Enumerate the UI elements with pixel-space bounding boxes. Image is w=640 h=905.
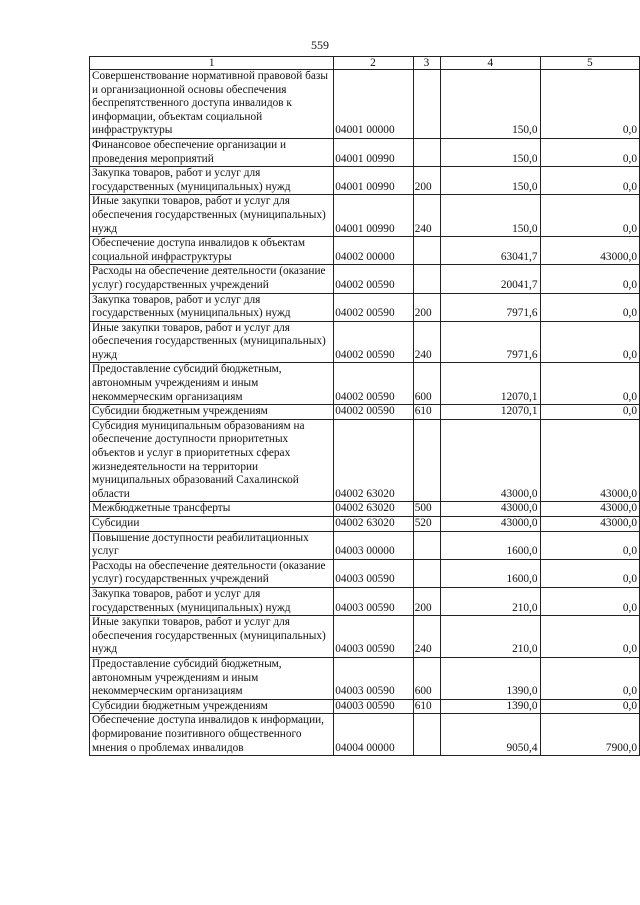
row-type: 200 <box>413 167 440 195</box>
table-row <box>90 419 640 502</box>
row-name: Субсидии бюджетным учреждениям <box>90 699 334 714</box>
row-code: 04002 63020 <box>334 502 413 517</box>
table-body <box>90 70 640 756</box>
row-name: Межбюджетные трансферты <box>90 502 334 517</box>
table-row <box>90 531 640 559</box>
row-type: 600 <box>413 363 440 405</box>
row-type <box>413 70 440 139</box>
table-row <box>90 517 640 532</box>
row-type: 500 <box>413 502 440 517</box>
table-row <box>90 616 640 658</box>
row-code: 04001 00990 <box>334 167 413 195</box>
row-value-4: 12070,1 <box>441 363 540 405</box>
table-row <box>90 587 640 615</box>
row-value-4: 43000,0 <box>441 517 540 532</box>
table-row <box>90 265 640 293</box>
row-code: 04001 00990 <box>334 195 413 237</box>
header-col-1: 1 <box>90 57 334 70</box>
row-value-4: 1390,0 <box>441 657 540 699</box>
row-name: Расходы на обеспечение деятельности (оказание услуг) государственных учреждений <box>90 265 334 293</box>
row-code: 04002 00590 <box>334 405 413 420</box>
row-type <box>413 237 440 265</box>
table-row <box>90 70 640 139</box>
row-value-4: 43000,0 <box>441 502 540 517</box>
row-code: 04002 00590 <box>334 265 413 293</box>
row-type: 240 <box>413 321 440 363</box>
row-value-5: 0,0 <box>540 616 639 658</box>
row-value-5: 0,0 <box>540 321 639 363</box>
row-name: Субсидия муниципальным образованиям на обеспечение доступности приоритетных объектов и услуг в приоритетных сферах жизнедеятельности на территории муниципальных образований Сахалинской области <box>90 419 334 502</box>
row-name: Иные закупки товаров, работ и услуг для обеспечения государственных (муниципальных) нужд <box>90 195 334 237</box>
row-type: 610 <box>413 699 440 714</box>
table-row <box>90 363 640 405</box>
row-name: Субсидии <box>90 517 334 532</box>
table-row <box>90 405 640 420</box>
row-name: Расходы на обеспечение деятельности (оказание услуг) государственных учреждений <box>90 559 334 587</box>
row-value-5: 7900,0 <box>540 714 639 756</box>
row-value-5: 0,0 <box>540 559 639 587</box>
row-value-5: 0,0 <box>540 265 639 293</box>
row-value-5: 0,0 <box>540 587 639 615</box>
row-value-5: 43000,0 <box>540 237 639 265</box>
table-row <box>90 502 640 517</box>
row-name: Обеспечение доступа инвалидов к информации, формирование позитивного общественного мнения о проблемах инвалидов <box>90 714 334 756</box>
row-value-4: 7971,6 <box>441 321 540 363</box>
row-value-5: 0,0 <box>540 405 639 420</box>
row-type <box>413 419 440 502</box>
row-value-5: 43000,0 <box>540 419 639 502</box>
row-value-4: 9050,4 <box>441 714 540 756</box>
row-name: Закупка товаров, работ и услуг для государственных (муниципальных) нужд <box>90 587 334 615</box>
table-row <box>90 195 640 237</box>
table-row <box>90 293 640 321</box>
row-code: 04002 00000 <box>334 237 413 265</box>
row-code: 04002 63020 <box>334 517 413 532</box>
budget-table <box>89 56 640 756</box>
table-row <box>90 167 640 195</box>
row-name: Предоставление субсидий бюджетным, автономным учреждениям и иным некоммерческим организациям <box>90 657 334 699</box>
row-name: Совершенствование нормативной правовой базы и организационной основы обеспечения беспрепятственного доступа инвалидов к информации, объектам социальной инфраструктуры <box>90 70 334 139</box>
row-value-4: 150,0 <box>441 138 540 166</box>
row-value-4: 12070,1 <box>441 405 540 420</box>
row-value-5: 0,0 <box>540 699 639 714</box>
row-code: 04003 00590 <box>334 657 413 699</box>
row-value-4: 150,0 <box>441 195 540 237</box>
row-value-4: 210,0 <box>441 616 540 658</box>
row-value-4: 63041,7 <box>441 237 540 265</box>
row-value-5: 43000,0 <box>540 517 639 532</box>
row-value-4: 20041,7 <box>441 265 540 293</box>
row-name: Обеспечение доступа инвалидов к объектам социальной инфраструктуры <box>90 237 334 265</box>
row-type <box>413 714 440 756</box>
row-code: 04002 00590 <box>334 321 413 363</box>
row-value-4: 1600,0 <box>441 531 540 559</box>
row-type <box>413 138 440 166</box>
row-code: 04004 00000 <box>334 714 413 756</box>
row-value-5: 0,0 <box>540 195 639 237</box>
row-name: Иные закупки товаров, работ и услуг для обеспечения государственных (муниципальных) нужд <box>90 321 334 363</box>
row-name: Закупка товаров, работ и услуг для государственных (муниципальных) нужд <box>90 167 334 195</box>
row-name: Предоставление субсидий бюджетным, автономным учреждениям и иным некоммерческим организациям <box>90 363 334 405</box>
row-value-5: 0,0 <box>540 657 639 699</box>
row-code: 04003 00000 <box>334 531 413 559</box>
row-type <box>413 531 440 559</box>
row-type: 240 <box>413 616 440 658</box>
row-value-5: 0,0 <box>540 138 639 166</box>
row-value-5: 0,0 <box>540 167 639 195</box>
table-row <box>90 559 640 587</box>
row-code: 04003 00590 <box>334 616 413 658</box>
row-type: 200 <box>413 293 440 321</box>
row-code: 04002 00590 <box>334 363 413 405</box>
row-code: 04001 00990 <box>334 138 413 166</box>
row-value-5: 0,0 <box>540 293 639 321</box>
row-type <box>413 559 440 587</box>
row-value-5: 43000,0 <box>540 502 639 517</box>
table-row <box>90 321 640 363</box>
row-type: 200 <box>413 587 440 615</box>
row-name: Повышение доступности реабилитационных услуг <box>90 531 334 559</box>
row-type: 520 <box>413 517 440 532</box>
row-code: 04001 00000 <box>334 70 413 139</box>
row-code: 04003 00590 <box>334 699 413 714</box>
table-row <box>90 657 640 699</box>
row-code: 04003 00590 <box>334 559 413 587</box>
row-name: Иные закупки товаров, работ и услуг для обеспечения государственных (муниципальных) нужд <box>90 616 334 658</box>
row-code: 04002 63020 <box>334 419 413 502</box>
page-number: 559 <box>311 38 329 52</box>
row-value-4: 210,0 <box>441 587 540 615</box>
row-code: 04003 00590 <box>334 587 413 615</box>
row-value-4: 1600,0 <box>441 559 540 587</box>
row-type: 240 <box>413 195 440 237</box>
row-value-5: 0,0 <box>540 363 639 405</box>
row-type: 600 <box>413 657 440 699</box>
row-type: 610 <box>413 405 440 420</box>
row-value-4: 43000,0 <box>441 419 540 502</box>
row-value-4: 150,0 <box>441 167 540 195</box>
row-name: Финансовое обеспечение организации и проведения мероприятий <box>90 138 334 166</box>
table-row <box>90 699 640 714</box>
row-value-4: 7971,6 <box>441 293 540 321</box>
row-value-5: 0,0 <box>540 70 639 139</box>
row-value-5: 0,0 <box>540 531 639 559</box>
table-row <box>90 138 640 166</box>
header-row <box>90 57 640 70</box>
row-value-4: 150,0 <box>441 70 540 139</box>
row-type <box>413 265 440 293</box>
table-row <box>90 714 640 756</box>
header-col-3: 3 <box>413 57 440 70</box>
row-code: 04002 00590 <box>334 293 413 321</box>
row-value-4: 1390,0 <box>441 699 540 714</box>
header-col-5: 5 <box>540 57 639 70</box>
table-row <box>90 237 640 265</box>
row-name: Субсидии бюджетным учреждениям <box>90 405 334 420</box>
row-name: Закупка товаров, работ и услуг для государственных (муниципальных) нужд <box>90 293 334 321</box>
header-col-4: 4 <box>441 57 540 70</box>
header-col-2: 2 <box>334 57 413 70</box>
